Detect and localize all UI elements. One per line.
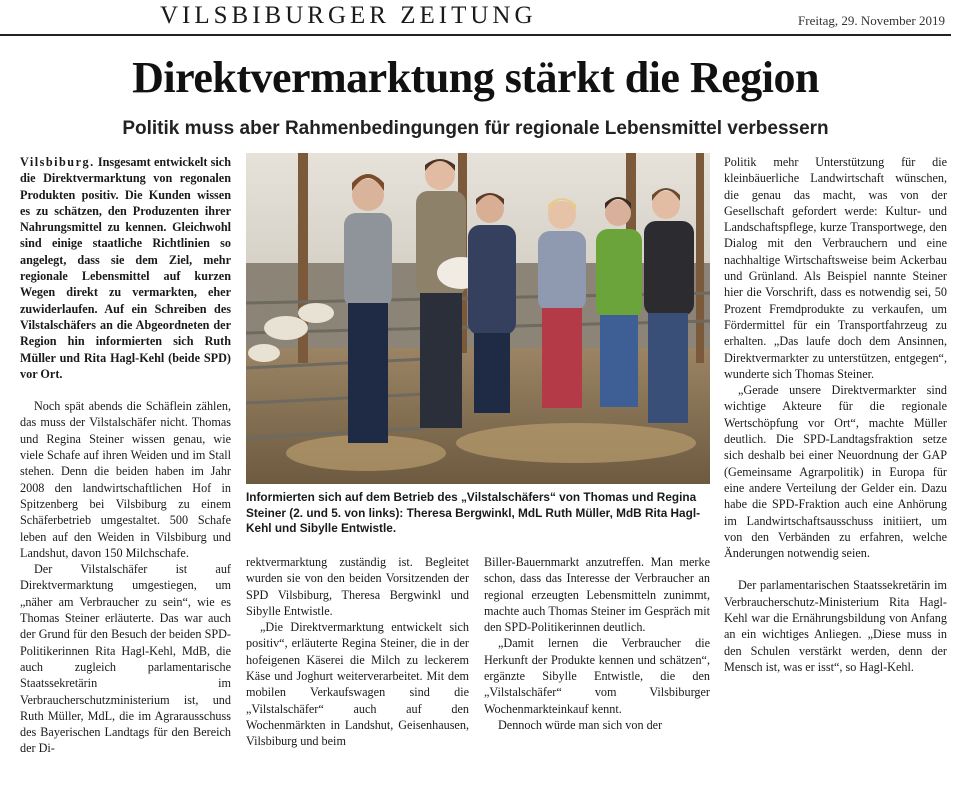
body-paragraph: Politik mehr Unterstützung für die kleinbäuerliche Landwirtschaft wünschen, die genau das macht, was von der Gesellschaft gefordert werde: Kultur- und Landschaftspflege, kurze Transportwege, den Dialog mit den Verbrauchern und eine nachhaltige Wirtschaftsweise beim Ackerbau und Grünland. Als Beispiel nannte Steiner hier die Vorschrift, dass es notwendig sei, 50 Prozent Fremdprodukte zu verkaufen, um Fördermittel für ein Transportfahrzeug zu erhalten. „Das laufe doch dem Ansinnen, Direktvermarkter zu unterstützen, entgegen“, wunderte sich Thomas Steiner. <box>724 155 947 381</box>
column-4 <box>724 154 947 675</box>
headline: Direktvermarktung stärkt die Region <box>132 53 819 102</box>
body-paragraph: „Damit lernen die Verbraucher die Herkunft der Produkte kennen und schätzen“, ergänzte Sibylle Entwistle, die den „Vilstalschäfer“ vom Vilsbiburger Wochenmarkteinkauf kennt. <box>484 636 710 716</box>
body-paragraph: Noch spät abends die Schäflein zählen, das muss der Vilstalschäfer nicht. Thomas und Regina Steiner wissen genau, wie viele Schafe auf ihren Weiden und im Stall stehen. Denn die beiden haben im Jahr 2008 den landwirtschaftlichen Hof in Spitzenberg bei Vilsbiburg zu einem Schäferbetrieb umgestaltet. 500 Schafe leben auf den Weiden in Vilsbiburg und Landshut, davon 150 Milchschafe. <box>20 399 231 560</box>
body-paragraph: „Gerade unsere Direktvermarkter sind wichtige Akteure für die regionale Wertschöpfung vor Ort“, machte Müller deutlich. Die SPD-Landtagsfraktion setze sich deshalb bei einer Neuordnung der GAP (Gemeinsame Agrarpolitik) in Europa für eine andere Verteilung der Gelder ein. Dazu habe die SPD-Fraktion auch eine Anhörung im Landwirtschaftsausschuss initiiert, um von den Verbänden zu erfahren, welche Änderungen notwendig seien. <box>724 383 947 561</box>
column-2 <box>246 554 469 750</box>
column-1 <box>20 154 231 757</box>
subheadline: Politik muss aber Rahmenbedingungen für regionale Lebensmittel verbessern <box>122 118 829 139</box>
article-photo <box>246 153 710 484</box>
body-paragraph: Der Vilstalschäfer ist auf Direktvermarktung umgestiegen, um „näher am Verbraucher zu sein“, wie es Thomas Steiner erläuterte. Das war auch der Grund für den Besuch der beiden SPD-Politikerinnen Rita Hagl-Kehl, MdB, die auch zugleich parlamentarische Staatssekretärin im Verbraucherschutzministerium ist, und Ruth Müller, MdL, die im Agrarausschuss des Bayerischen Landtags für den Bereich der Di- <box>20 562 231 756</box>
photo-caption: Informierten sich auf dem Betrieb des „Vilstalschäfers“ von Thomas und Regina Steiner (2. und 5. von links): Theresa Bergwinkl, MdL Ruth Müller, MdB Rita Hagl-Kehl und Sibylle Entwistle. <box>246 490 701 535</box>
body-paragraph: „Die Direktvermarktung entwickelt sich positiv“, erläuterte Regina Steiner, die in der hofeigenen Käserei die Milch zu leckerem Käse und Joghurt weiterverarbeitet. Mit dem mobilen Verkaufswagen sind die „Vilstalschäfer“ auch auf den Wochenmärkten in Landshut, Geisenhausen, Vilsbiburg und beim <box>246 620 469 749</box>
masthead-rule <box>0 34 951 36</box>
column-3 <box>484 554 710 733</box>
body-paragraph: Dennoch würde man sich von der <box>498 717 663 732</box>
masthead: VILSBIBURGER ZEITUNG <box>160 2 537 29</box>
body-paragraph: rektvermarktung zuständig ist. Begleitet wurden sie von den beiden Vorsitzenden der SPD Vilsbiburg, Theresa Bergwinkl und Sibylle Entwistle. <box>246 555 469 618</box>
body-paragraph: Der parlamentarischen Staatssekretärin im Verbraucherschutz-Ministerium Rita Hagl-Kehl war die Ernährungsbildung von Anfang an ein wichtiges Anliegen. „Diese muss in den Schulen verstärkt werden, denn der Mensch ist, was er isst“, so Hagl-Kehl. <box>724 578 947 674</box>
body-paragraph: Biller-Bauernmarkt anzutreffen. Man merke schon, dass das Interesse der Verbraucher an regional erzeugten Lebensmitteln zunimmt, machte auch Thomas Steiner im Gespräch mit den SPD-Politikerinnen deutlich. <box>484 555 710 635</box>
issue-date: Freitag, 29. November 2019 <box>798 13 945 28</box>
lead-paragraph <box>20 154 231 382</box>
barn-group-photo <box>246 153 710 484</box>
lead-text: Insgesamt entwickelt sich die Direktvermarktung von regonalen Produkten positiv. Die Kunden wissen es zu schätzen, den Produzenten ihrer Nahrungsmittel zu kennen. Gleichwohl sind einige staatliche Richtlinien so angelegt, dass sie dem Ziel, mehr regionale Lebensmittel auf kurzen Wegen direkt zu vermarkten, eher zuwiderlaufen. Auf ein Schreiben des Vilstalschäfers an die Abgeordneten der Region hin informierten sich Ruth Müller und Rita Hagl-Kehl (beide SPD) vor Ort. <box>20 155 231 381</box>
dateline-city: Vilsbiburg. <box>20 155 95 169</box>
